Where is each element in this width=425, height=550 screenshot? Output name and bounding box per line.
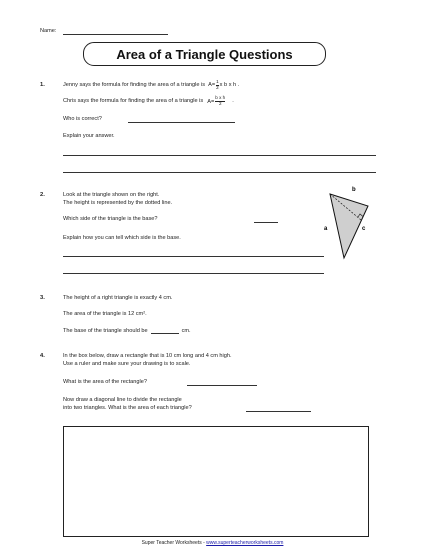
q1-jenny-text: Jenny says the formula for finding the area of a triangle is <box>63 81 206 88</box>
q4-area-rect: What is the area of the rectangle? <box>63 379 147 385</box>
q3-base-answer-line[interactable] <box>151 328 179 334</box>
q3-line-3-lead: The base of the triangle should be <box>63 328 148 334</box>
q2-line-2: The height is represented by the dotted line. <box>63 200 173 206</box>
q2-explain-how: Explain how you can tell which side is the base. <box>63 235 181 241</box>
label-b: b <box>352 187 356 193</box>
q2-answer-line-1[interactable] <box>63 256 324 257</box>
q1-jenny-formula-tail: x b x h . <box>219 81 240 88</box>
q1-who-label: Who is correct? <box>63 116 102 122</box>
footer <box>0 540 425 546</box>
q4-triangle-answer-line[interactable] <box>246 411 311 412</box>
label-c: c <box>362 226 366 232</box>
q1-jenny-frac-num: 1 <box>216 79 219 84</box>
footer-lead: Super Teacher Worksheets - <box>141 540 205 546</box>
q1-chris-frac-den: 2 <box>218 100 222 106</box>
title-banner <box>83 42 326 66</box>
q3-line-3-unit: cm. <box>181 328 191 334</box>
q1-chris-statement <box>63 96 234 106</box>
label-a: a <box>324 226 328 232</box>
q1-number: 1. <box>40 82 45 88</box>
q3-line-3 <box>63 328 191 335</box>
drawing-box[interactable] <box>63 426 369 537</box>
q1-answer-line-2[interactable] <box>63 172 376 173</box>
q2-number: 2. <box>40 192 45 198</box>
q4-number: 4. <box>40 353 45 359</box>
q3-line-1: The height of a right triangle is exactly 4 cm. <box>63 295 173 301</box>
q1-chris-formula-lead: A= <box>207 99 215 106</box>
q1-jenny-statement <box>63 80 239 90</box>
q1-jenny-fraction <box>216 80 219 90</box>
q1-chris-frac-num: b x h <box>215 95 226 100</box>
q4-line-4: into two triangles. What is the area of each triangle? <box>63 405 192 411</box>
q4-line-3: Now draw a diagonal line to divide the rectangle <box>63 397 182 403</box>
q1-answer-line-1[interactable] <box>63 155 376 156</box>
q4-line-1: In the box below, draw a rectangle that is 10 cm long and 4 cm high. <box>63 353 232 359</box>
q1-chris-fraction <box>215 96 225 106</box>
footer-link[interactable]: www.superteacherworksheets.com <box>206 540 284 546</box>
q4-rect-answer-line[interactable] <box>187 385 257 386</box>
q3-line-2: The area of the triangle is 12 cm². <box>63 311 147 317</box>
triangle-figure <box>325 180 377 262</box>
q2-answer-line-2[interactable] <box>63 273 324 274</box>
q1-jenny-formula-lead: A= <box>208 81 216 88</box>
q3-number: 3. <box>40 295 45 301</box>
page-title: Area of a Triangle Questions <box>116 46 293 62</box>
q1-chris-text: Chris says the formula for finding the area of a triangle is <box>63 97 204 104</box>
name-label: Name: <box>40 28 57 34</box>
q4-line-2: Use a ruler and make sure your drawing is to scale. <box>63 361 191 367</box>
q2-base-answer-line[interactable] <box>254 222 278 223</box>
q2-which-side: Which side of the triangle is the base? <box>63 216 158 222</box>
q1-who-answer-line[interactable] <box>128 122 235 123</box>
q1-chris-period: . <box>232 97 234 104</box>
name-field[interactable] <box>63 34 168 35</box>
q1-jenny-frac-den: 2 <box>216 84 219 90</box>
q1-explain-label: Explain your answer. <box>63 133 115 139</box>
q2-line-1: Look at the triangle shown on the right. <box>63 192 160 198</box>
